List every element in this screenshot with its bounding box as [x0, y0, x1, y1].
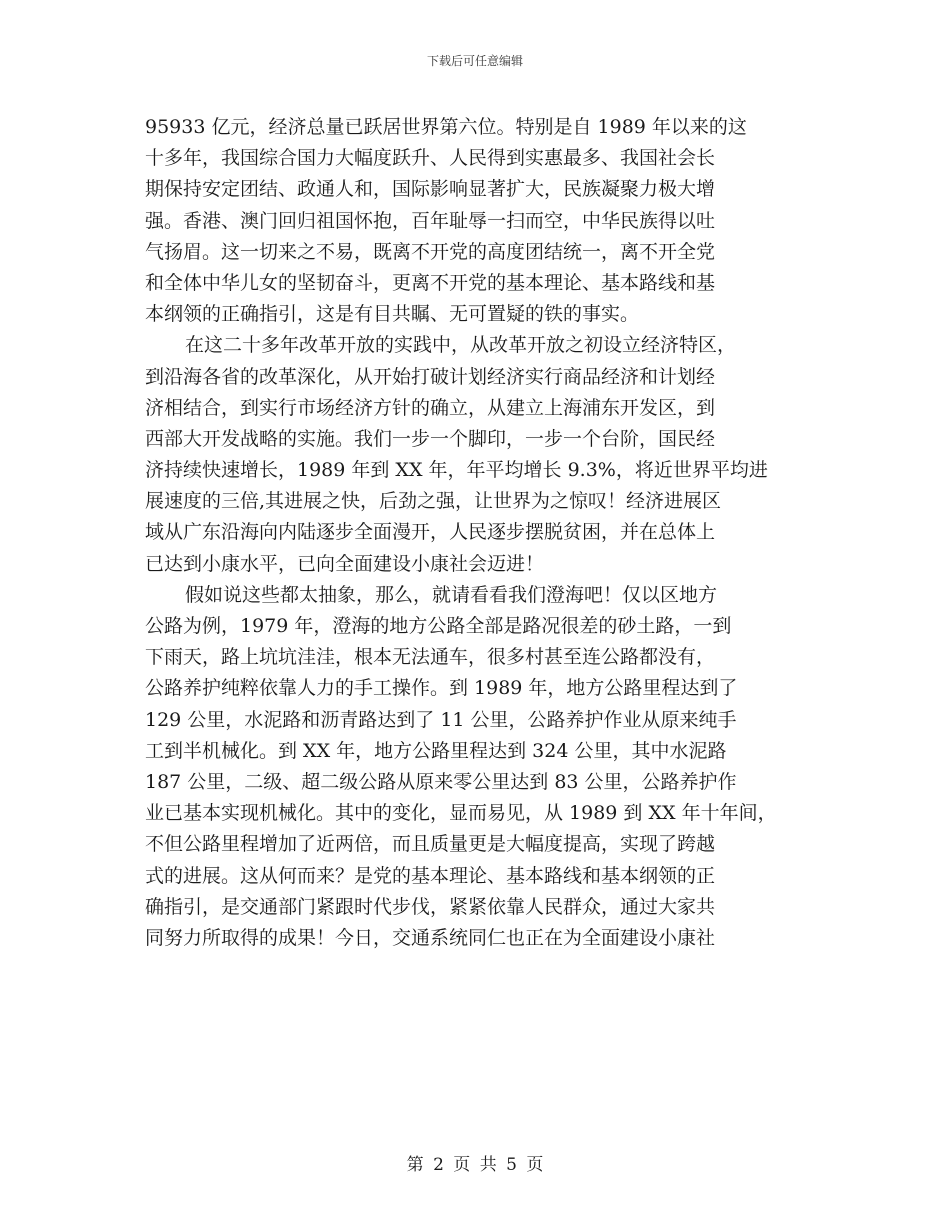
- text-line: 和全体中华儿女的坚韧奋斗，更离不开党的基本理论、基本路线和基: [145, 271, 716, 294]
- text-line: 187 公里，二级、超二级公路从原来零公里达到 83 公里，公路养护作: [145, 770, 737, 793]
- text-line: 确指引，是交通部门紧跟时代步伐，紧紧依靠人民群众，通过大家共: [145, 895, 716, 918]
- page-footer: 第 2 页 共 5 页: [406, 1155, 544, 1175]
- text-line: 西部大开发战略的实施。我们一步一个脚印，一步一个台阶，国民经: [145, 427, 716, 450]
- text-line: 129 公里，水泥路和沥青路达到了 11 公里，公路养护作业从原来纯手: [145, 708, 737, 731]
- text-line: 下雨天，路上坑坑洼洼，根本无法通车，很多村甚至连公路都没有，: [145, 646, 716, 669]
- text-line: 本纲领的正确指引，这是有目共瞩、无可置疑的铁的事实。: [145, 303, 640, 326]
- text-line: 工到半机械化。到 XX 年，地方公路里程达到 324 公里，其中水泥路: [145, 739, 727, 762]
- document-body: [145, 112, 815, 954]
- text-line: 公路养护纯粹依靠人力的手工操作。到 1989 年，地方公路里程达到了: [145, 677, 738, 700]
- text-line: 济相结合，到实行市场经济方针的确立，从建立上海浦东开发区，到: [145, 396, 716, 419]
- text-line: 展速度的三倍,其进展之快，后劲之强，让世界为之惊叹！经济进展区: [145, 490, 722, 513]
- text-line: 域从广东沿海向内陆逐步全面漫开，人民逐步摆脱贫困，并在总体上: [145, 521, 716, 544]
- text-line: 济持续快速增长，1989 年到 XX 年，年平均增长 9.3%，将近世界平均进: [145, 459, 768, 482]
- text-line: 不但公路里程增加了近两倍，而且质量更是大幅度提高，实现了跨越: [145, 833, 716, 856]
- page-header: 下载后可任意编辑: [426, 54, 523, 68]
- text-line: 同努力所取得的成果！今日，交通系统同仁也正在为全面建设小康社: [145, 926, 716, 949]
- text-line: 式的进展。这从何而来？是党的基本理论、基本路线和基本纲领的正: [145, 864, 716, 887]
- text-line: 业已基本实现机械化。其中的变化，显而易见，从 1989 到 XX 年十年间，: [145, 802, 777, 825]
- text-line: 已达到小康水平，已向全面建设小康社会迈进！: [145, 552, 545, 575]
- text-line: 十多年，我国综合国力大幅度跃升、人民得到实惠最多、我国社会长: [145, 147, 716, 170]
- text-line: 气扬眉。这一切来之不易，既离不开党的高度团结统一，离不开全党: [145, 240, 716, 263]
- paragraph-first-line: 在这二十多年改革开放的实践中，从改革开放之初设立经济特区，: [185, 334, 737, 357]
- text-line: 公路为例，1979 年，澄海的地方公路全部是路况很差的砂土路，一到: [145, 615, 732, 637]
- paragraph-first-line: 假如说这些都太抽象，那么，就请看看我们澄海吧！仅以区地方: [185, 583, 718, 606]
- text-line: 期保持安定团结、政通人和，国际影响显著扩大，民族凝聚力极大增: [145, 178, 716, 201]
- text-line: 到沿海各省的改革深化，从开始打破计划经济实行商品经济和计划经: [145, 365, 716, 388]
- text-line: 95933 亿元，经济总量已跃居世界第六位。特别是自 1989 年以来的这: [145, 116, 747, 138]
- text-line: 强。香港、澳门回归祖国怀抱，百年耻辱一扫而空，中华民族得以吐: [145, 209, 716, 232]
